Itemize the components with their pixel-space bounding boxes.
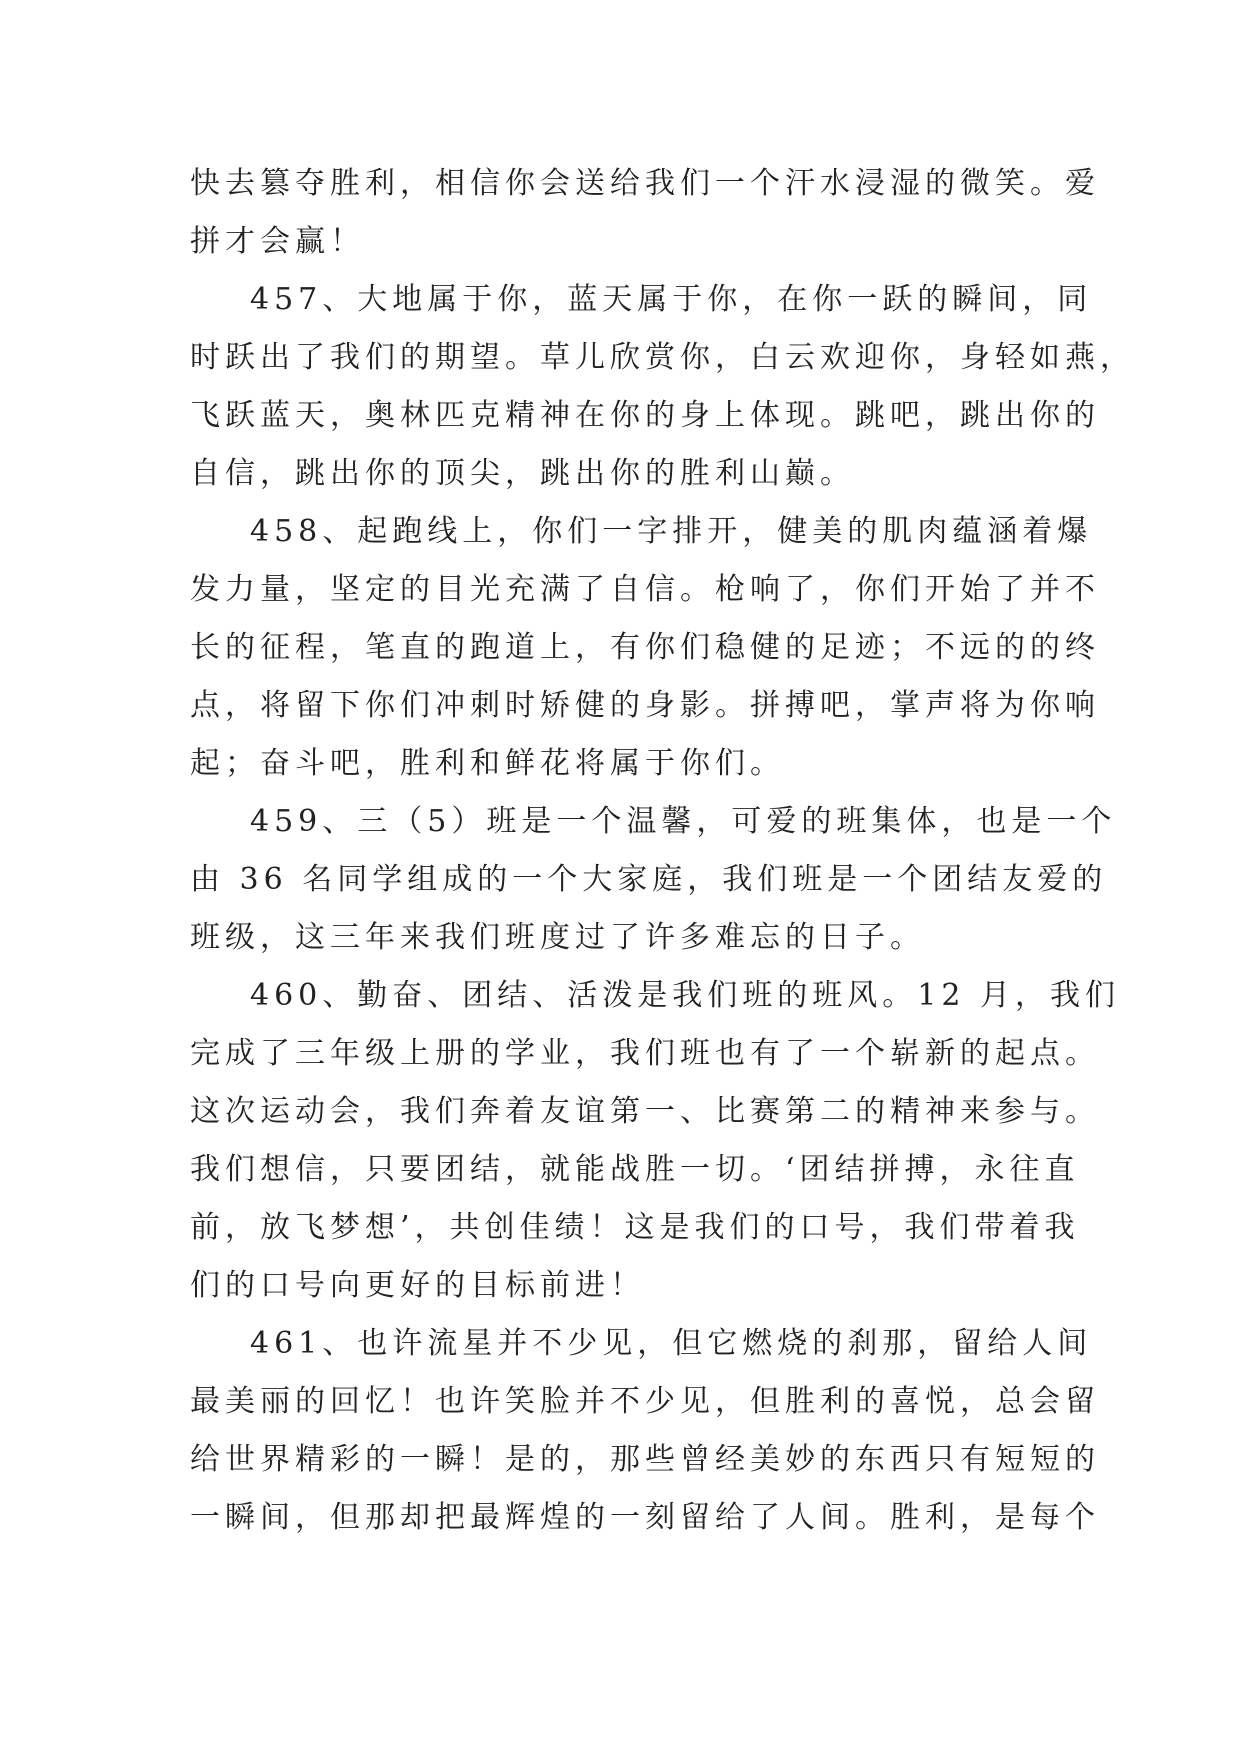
text-line: 长的征程，笔直的跑道上，有你们稳健的足迹；不远的的终 [190,630,1100,665]
text-line: 快去篡夺胜利，相信你会送给我们一个汗水浸湿的微笑。爱 [190,166,1100,201]
text-line: 由 36 名同学组成的一个大家庭，我们班是一个团结友爱的 [190,862,1108,897]
text-line: 拼才会赢！ [190,224,365,259]
text-line: 们的口号向更好的目标前进！ [190,1268,645,1303]
text-line: 前，放飞梦想’，共创佳绩！这是我们的口号，我们带着我 [190,1210,1080,1245]
text-line: 起；奋斗吧，胜利和鲜花将属于你们。 [190,746,785,781]
text-line: 给世界精彩的一瞬！是的，那些曾经美妙的东西只有短短的 [190,1442,1100,1477]
text-line: 班级，这三年来我们班度过了许多难忘的日子。 [190,920,925,955]
paragraph-461-start: 461、也许流星并不少见，但它燃烧的刹那，留给人间 [250,1326,1093,1361]
text-line: 一瞬间，但那却把最辉煌的一刻留给了人间。胜利，是每个 [190,1500,1100,1535]
text-line: 最美丽的回忆！也许笑脸并不少见，但胜利的喜悦，总会留 [190,1384,1100,1419]
text-line: 飞跃蓝天，奥林匹克精神在你的身上体现。跳吧，跳出你的 [190,398,1100,433]
paragraph-459-start: 459、三（5）班是一个温馨，可爱的班集体，也是一个 [250,804,1117,839]
text-line: 点，将留下你们冲刺时矫健的身影。拼搏吧，掌声将为你响 [190,688,1100,723]
text-line: 发力量，坚定的目光充满了自信。枪响了，你们开始了并不 [190,572,1100,607]
text-line: 时跃出了我们的期望。草儿欣赏你，白云欢迎你，身轻如燕， [190,340,1135,375]
document-body [190,155,1135,1547]
text-line: 我们想信，只要团结，就能战胜一切。‘团结拼搏，永往直 [190,1152,1080,1187]
paragraph-458-start: 458、起跑线上，你们一字排开，健美的肌肉蕴涵着爆 [250,514,1093,549]
paragraph-460-start: 460、勤奋、团结、活泼是我们班的班风。12 月，我们 [250,978,1120,1013]
text-line: 完成了三年级上册的学业，我们班也有了一个崭新的起点。 [190,1036,1100,1071]
text-line: 这次运动会，我们奔着友谊第一、比赛第二的精神来参与。 [190,1094,1100,1129]
paragraph-457-start: 457、大地属于你，蓝天属于你，在你一跃的瞬间，同 [250,282,1093,317]
text-line: 自信，跳出你的顶尖，跳出你的胜利山巅。 [190,456,855,491]
